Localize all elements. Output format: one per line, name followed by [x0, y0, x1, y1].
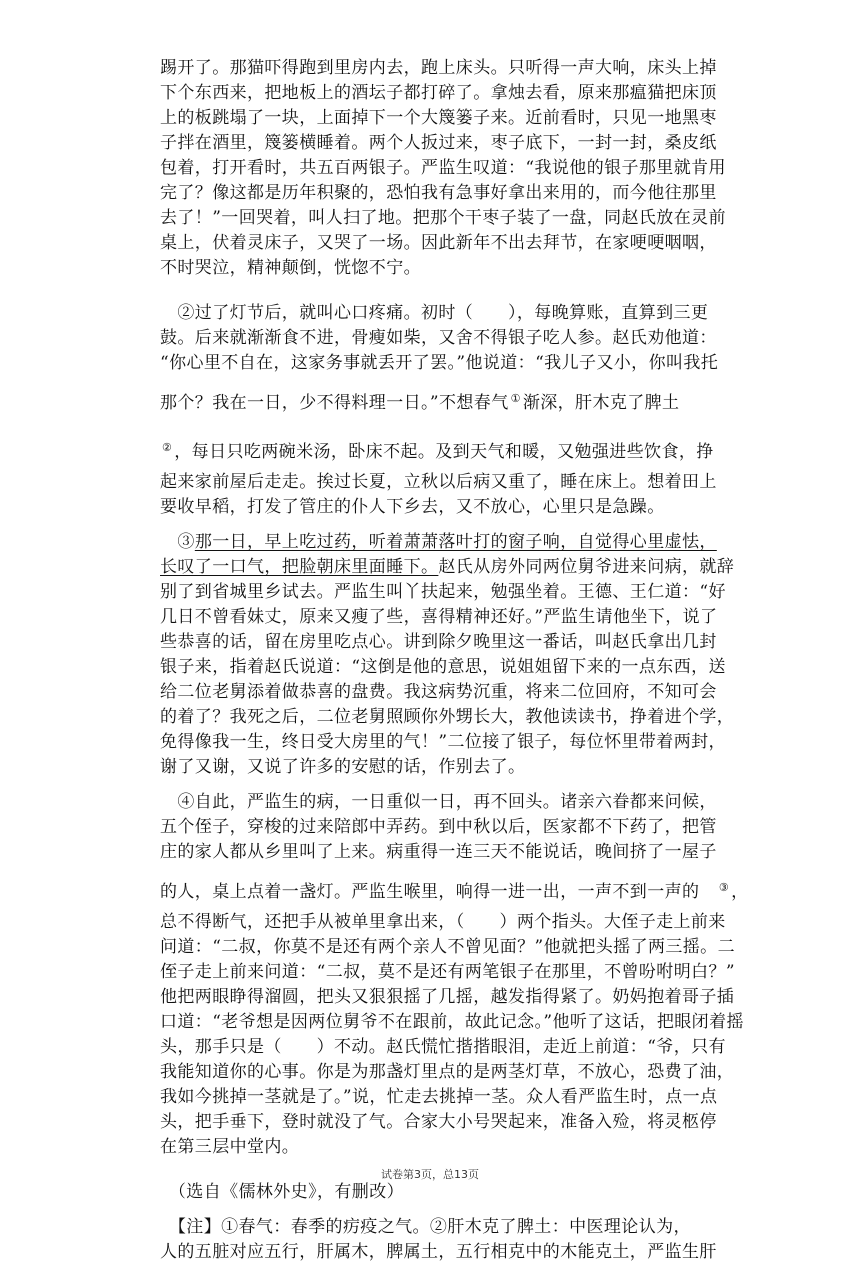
annotation-line: 人的五脏对应五行，肝属木，脾属土，五行相克中的木能克土，严监生肝 — [160, 1242, 717, 1262]
text-line: 起来家前屋后走走。挨过长夏，立秋以后病又重了，睡在床上。想着田上 — [160, 472, 717, 492]
text-line-with-note: 的人，桌上点着一盏灯。严监生喉里，响得一进一出，一声不到一声的 ③ ， — [160, 881, 749, 902]
paragraph-4-line: ④自此，严监生的病，一日重似一日，再不回头。诸亲六眷都来问候， — [160, 792, 717, 812]
paragraph-3-line: ③那一日，早上吃过药，听着萧萧落叶打的窗子响，自觉得心里虚怯， — [160, 532, 717, 552]
text-line: 几日不曾看妹丈，原来又瘦了些，喜得精神还好。”严监生请他坐下，说了 — [160, 607, 718, 627]
text-line: 免得像我一生，终日受大房里的气！”二位接了银子，每位怀里带着两封， — [160, 732, 726, 752]
text-line: 在第三层中堂内。 — [160, 1137, 300, 1157]
text-line: 侄子走上前来问道：“二叔，莫不是还有两笔银子在那里，不曾吩咐明白？” — [160, 962, 735, 982]
text-line: 口道：“老爷想是因两位舅爷不在跟前，故此记念。”他听了这话，把眼闭着摇 — [160, 1012, 744, 1032]
text-line: 子拌在酒里，篾篓横睡着。两个人扳过来，枣子底下，一封一封，桑皮纸 — [160, 133, 717, 153]
text-line: 谢了又谢，又说了许多的安慰的话，作别去了。 — [160, 757, 526, 777]
text-line: 五个侄子，穿梭的过来陪郎中弄药。到中秋以后，医家都不下药了，把管 — [160, 817, 717, 837]
text-line: 我如今挑掉一茎就是了。”说，忙走去挑掉一茎。众人看严监生时，点一点 — [160, 1087, 718, 1107]
text-line: 长叹了一口气，把脸朝床里面睡下。赵氏从房外同两位舅爷进来问病，就辞 — [160, 557, 735, 577]
page-footer: 试卷第3页，总13页 — [381, 1168, 479, 1181]
text-line: 下个东西来，把地板上的酒坛子都打碎了。拿烛去看，原来那瘟猫把床顶 — [160, 83, 717, 103]
text-line-with-note: ② ，每日只吃两碗米汤，卧床不起。及到天气和暖，又勉强进些饮食，挣 — [162, 441, 714, 462]
text-line: 去了！”一回哭着，叫人扫了地。把那个干枣子装了一盘，同赵氏放在灵前 — [160, 208, 726, 228]
note-marker-2: ② — [162, 441, 173, 454]
text-line: 头，那手只是（ ）不动。赵氏慌忙揩揩眼泪，走近上前道：“爷，只有 — [160, 1037, 726, 1057]
text-line: 不时哭泣，精神颠倒，恍惚不宁。 — [160, 258, 421, 278]
source-citation: （选自《儒林外史》，有删改） — [160, 1182, 404, 1202]
text-line: 别了到省城里乡试去。严监生叫丫扶起来，勉强坐着。王德、王仁道：“好 — [160, 582, 726, 602]
text-line: 包着，打开看时，共五百两银子。严监生叹道：“我说他的银子那里就肯用 — [160, 158, 726, 178]
text-line: 他把两眼睁得溜圆，把头又狠狠摇了几摇，越发指得紧了。奶妈抱着哥子插 — [160, 987, 735, 1007]
text-line: 的着了？我死之后，二位老舅照顾你外甥长大，教他读读书，挣着进个学， — [160, 707, 735, 727]
paragraph-2-line: ②过了灯节后，就叫心口疼痛。初时（ ），每晚算账，直算到三更 — [160, 303, 709, 323]
text-line: 总不得断气，还把手从被单里拿出来，（ ）两个指头。大侄子走上前来 — [160, 912, 726, 932]
text-line: 庄的家人都从乡里叫了上来。病重得一连三天不能说话，晚间挤了一屋子 — [160, 842, 717, 862]
text-line: 些恭喜的话，留在房里吃点心。讲到除夕晚里这一番话，叫赵氏拿出几封 — [160, 632, 717, 652]
text-line: “你心里不自在，这家务事就丢开了罢。”他说道：“我儿子又小，你叫我托 — [160, 353, 719, 373]
text-line: 桌上，伏着灵床子，又哭了一场。因此新年不出去拜节，在家哽哽咽咽， — [160, 233, 717, 253]
text-line: 要收早稻，打发了管庄的仆人下乡去，又不放心，心里只是急躁。 — [160, 497, 665, 517]
passage — [160, 56, 749, 1265]
underlined-sentence: 长叹了一口气，把脸朝床里面睡下。 — [160, 557, 439, 577]
text-line: 银子来，指着赵氏说道：“这倒是他的意思，说姐姐留下来的一点东西，送 — [160, 657, 726, 677]
note-marker-1: ① — [510, 392, 521, 405]
annotation-line: 【注】①春气：春季的疠疫之气。②肝木克了脾土：中医理论认为， — [160, 1217, 691, 1237]
text-line: 鼓。后来就渐渐食不进，骨瘦如柴，又舍不得银子吃人参。赵氏劝他道： — [160, 328, 717, 348]
text-line: 给二位老舅添着做恭喜的盘费。我这病势沉重，将来二位回府，不知可会 — [160, 682, 717, 702]
text-line: 头，把手垂下，登时就没了气。合家大小号哭起来，准备入殓，将灵柩停 — [160, 1112, 717, 1132]
text-line-with-note: 那个？我在一日，少不得料理一日。”不想春气 ① 渐深，肝木克了脾土 — [160, 392, 680, 413]
text-line: 我能知道你的心事。你是为那盏灯里点的是两茎灯草，不放心，恐费了油， — [160, 1062, 735, 1082]
underlined-sentence: 那一日，早上吃过药，听着萧萧落叶打的窗子响，自觉得心里虚怯， — [194, 532, 717, 552]
text-line: 上的板跳塌了一块，上面掉下一个大篾篓子来。近前看时，只见一地黑枣 — [160, 108, 717, 128]
text-line: 问道：“二叔，你莫不是还有两个亲人不曾见面？”他就把头摇了两三摇。二 — [160, 937, 735, 957]
text-line: 踢开了。那猫吓得跑到里房内去，跑上床头。只听得一声大响，床头上掉 — [160, 58, 717, 78]
text-line: 完了？像这都是历年积聚的，恐怕我有急事好拿出来用的，而今他往那里 — [160, 183, 717, 203]
note-marker-3: ③ — [718, 881, 730, 894]
